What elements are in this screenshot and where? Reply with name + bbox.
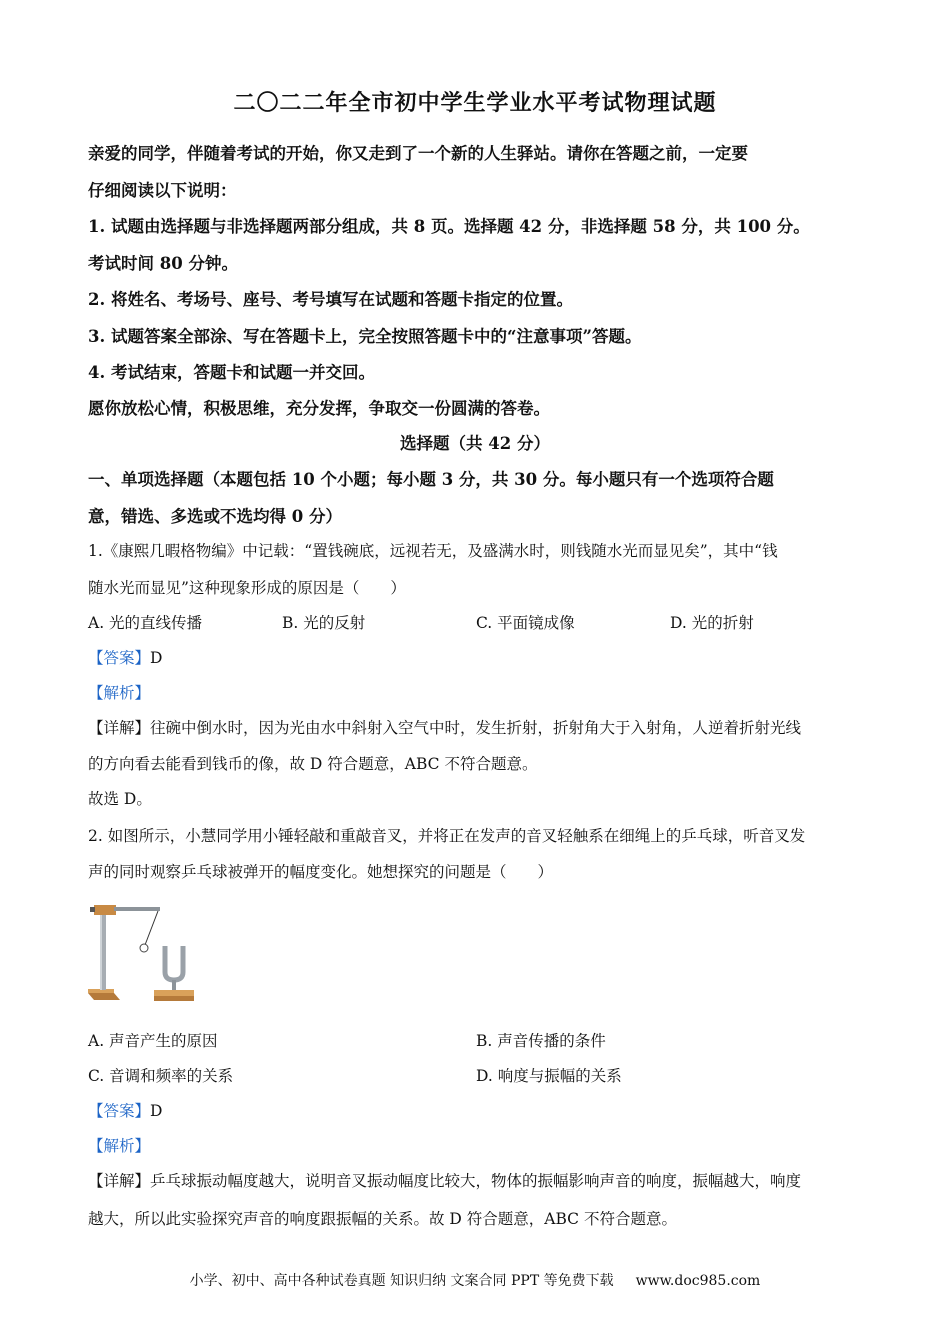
q1-answer (88, 646, 162, 668)
instruction-1: 1. 试题由选择题与非选择题两部分组成，共 8 页。选择题 42 分，非选择题 58 分，共 100 分。 (88, 217, 810, 236)
q2-analysis-tag: 【解析】 (88, 1137, 151, 1155)
q2-stem: 2. 如图所示，小慧同学用小锤轻敲和重敲音叉，并将正在发声的音叉轻触系在细绳上的乒乓球，听音叉发 (88, 827, 806, 845)
detail-text: 往碗中倒水时，因为光由水中斜射入空气中时，发生折射，折射角大于入射角，人逆着折射光线 (150, 719, 802, 737)
q2-detail (88, 1169, 801, 1191)
answer-tag: 【答案】 (88, 649, 151, 667)
page-title: 二〇二二年全市初中学生学业水平考试物理试题 (233, 90, 717, 116)
answer-tag: 【答案】 (88, 1102, 151, 1120)
part-heading: 一、单项选择题（本题包括 10 个小题；每小题 3 分，共 30 分。每小题只有一个选项符合题 (88, 470, 774, 489)
q1-stem: 1.《康熙几暇格物编》中记载：“置钱碗底，远视若无，及盛满水时，则钱随水光而显见矣”，其中“钱 (88, 542, 778, 560)
q2-option-b: B. 声音传播的条件 (476, 1032, 606, 1050)
page-footer (0, 1270, 950, 1290)
wish-text: 愿你放松心情，积极思维，充分发挥，争取交一份圆满的答卷。 (88, 399, 550, 418)
section-title: 选择题（共 42 分） (400, 434, 550, 453)
detail-tag: 【详解】 (88, 1172, 151, 1190)
q1-analysis-tag: 【解析】 (88, 684, 151, 702)
q2-answer (88, 1099, 162, 1121)
q2-option-c: C. 音调和频率的关系 (88, 1067, 234, 1085)
instruction-1-cont: 考试时间 80 分钟。 (88, 254, 238, 273)
q1-option-b: B. 光的反射 (282, 614, 366, 632)
q1-option-c: C. 平面镜成像 (476, 614, 575, 632)
instruction-3: 3. 试题答案全部涂、写在答题卡上，完全按照答题卡中的“注意事项”答题。 (88, 327, 642, 346)
q1-option-a: A. 光的直线传播 (88, 614, 203, 632)
tuning-fork-apparatus-figure (86, 896, 198, 1008)
q2-option-d: D. 响度与振幅的关系 (476, 1067, 622, 1085)
q2-detail-cont: 越大，所以此实验探究声音的响度跟振幅的关系。故 D 符合题意，ABC 不符合题意。 (88, 1210, 677, 1228)
instruction-4: 4. 考试结束，答题卡和试题一并交回。 (88, 363, 375, 382)
q1-detail (88, 716, 801, 738)
q1-detail-cont: 的方向看去能看到钱币的像，故 D 符合题意，ABC 不符合题意。 (88, 755, 538, 773)
q2-stem-cont: 声的同时观察乒乓球被弹开的幅度变化。她想探究的问题是（ ） (88, 863, 554, 881)
detail-text: 乒乓球振动幅度越大，说明音叉振动幅度比较大，物体的振幅影响声音的响度，振幅越大，响度 (150, 1172, 802, 1190)
footer-text: 小学、初中、高中各种试卷真题 知识归纳 文案合同 PPT 等免费下载 (189, 1273, 614, 1289)
q2-option-a: A. 声音产生的原因 (88, 1032, 218, 1050)
instruction-2: 2. 将姓名、考场号、座号、考号填写在试题和答题卡指定的位置。 (88, 290, 573, 309)
q1-stem-cont: 随水光而显见”这种现象形成的原因是（ ） (88, 579, 406, 597)
q1-option-d: D. 光的折射 (670, 614, 754, 632)
detail-tag: 【详解】 (88, 719, 151, 737)
intro-line-2: 仔细阅读以下说明： (88, 181, 237, 200)
answer-value: D (150, 649, 163, 667)
intro-line-1: 亲爱的同学，伴随着考试的开始，你又走到了一个新的人生驿站。请你在答题之前，一定要 (88, 144, 748, 163)
q1-conclusion: 故选 D。 (88, 790, 152, 808)
answer-value: D (150, 1102, 163, 1120)
footer-url[interactable]: www.doc985.com (635, 1273, 761, 1289)
part-heading-cont: 意，错选、多选或不选均得 0 分） (88, 507, 342, 526)
